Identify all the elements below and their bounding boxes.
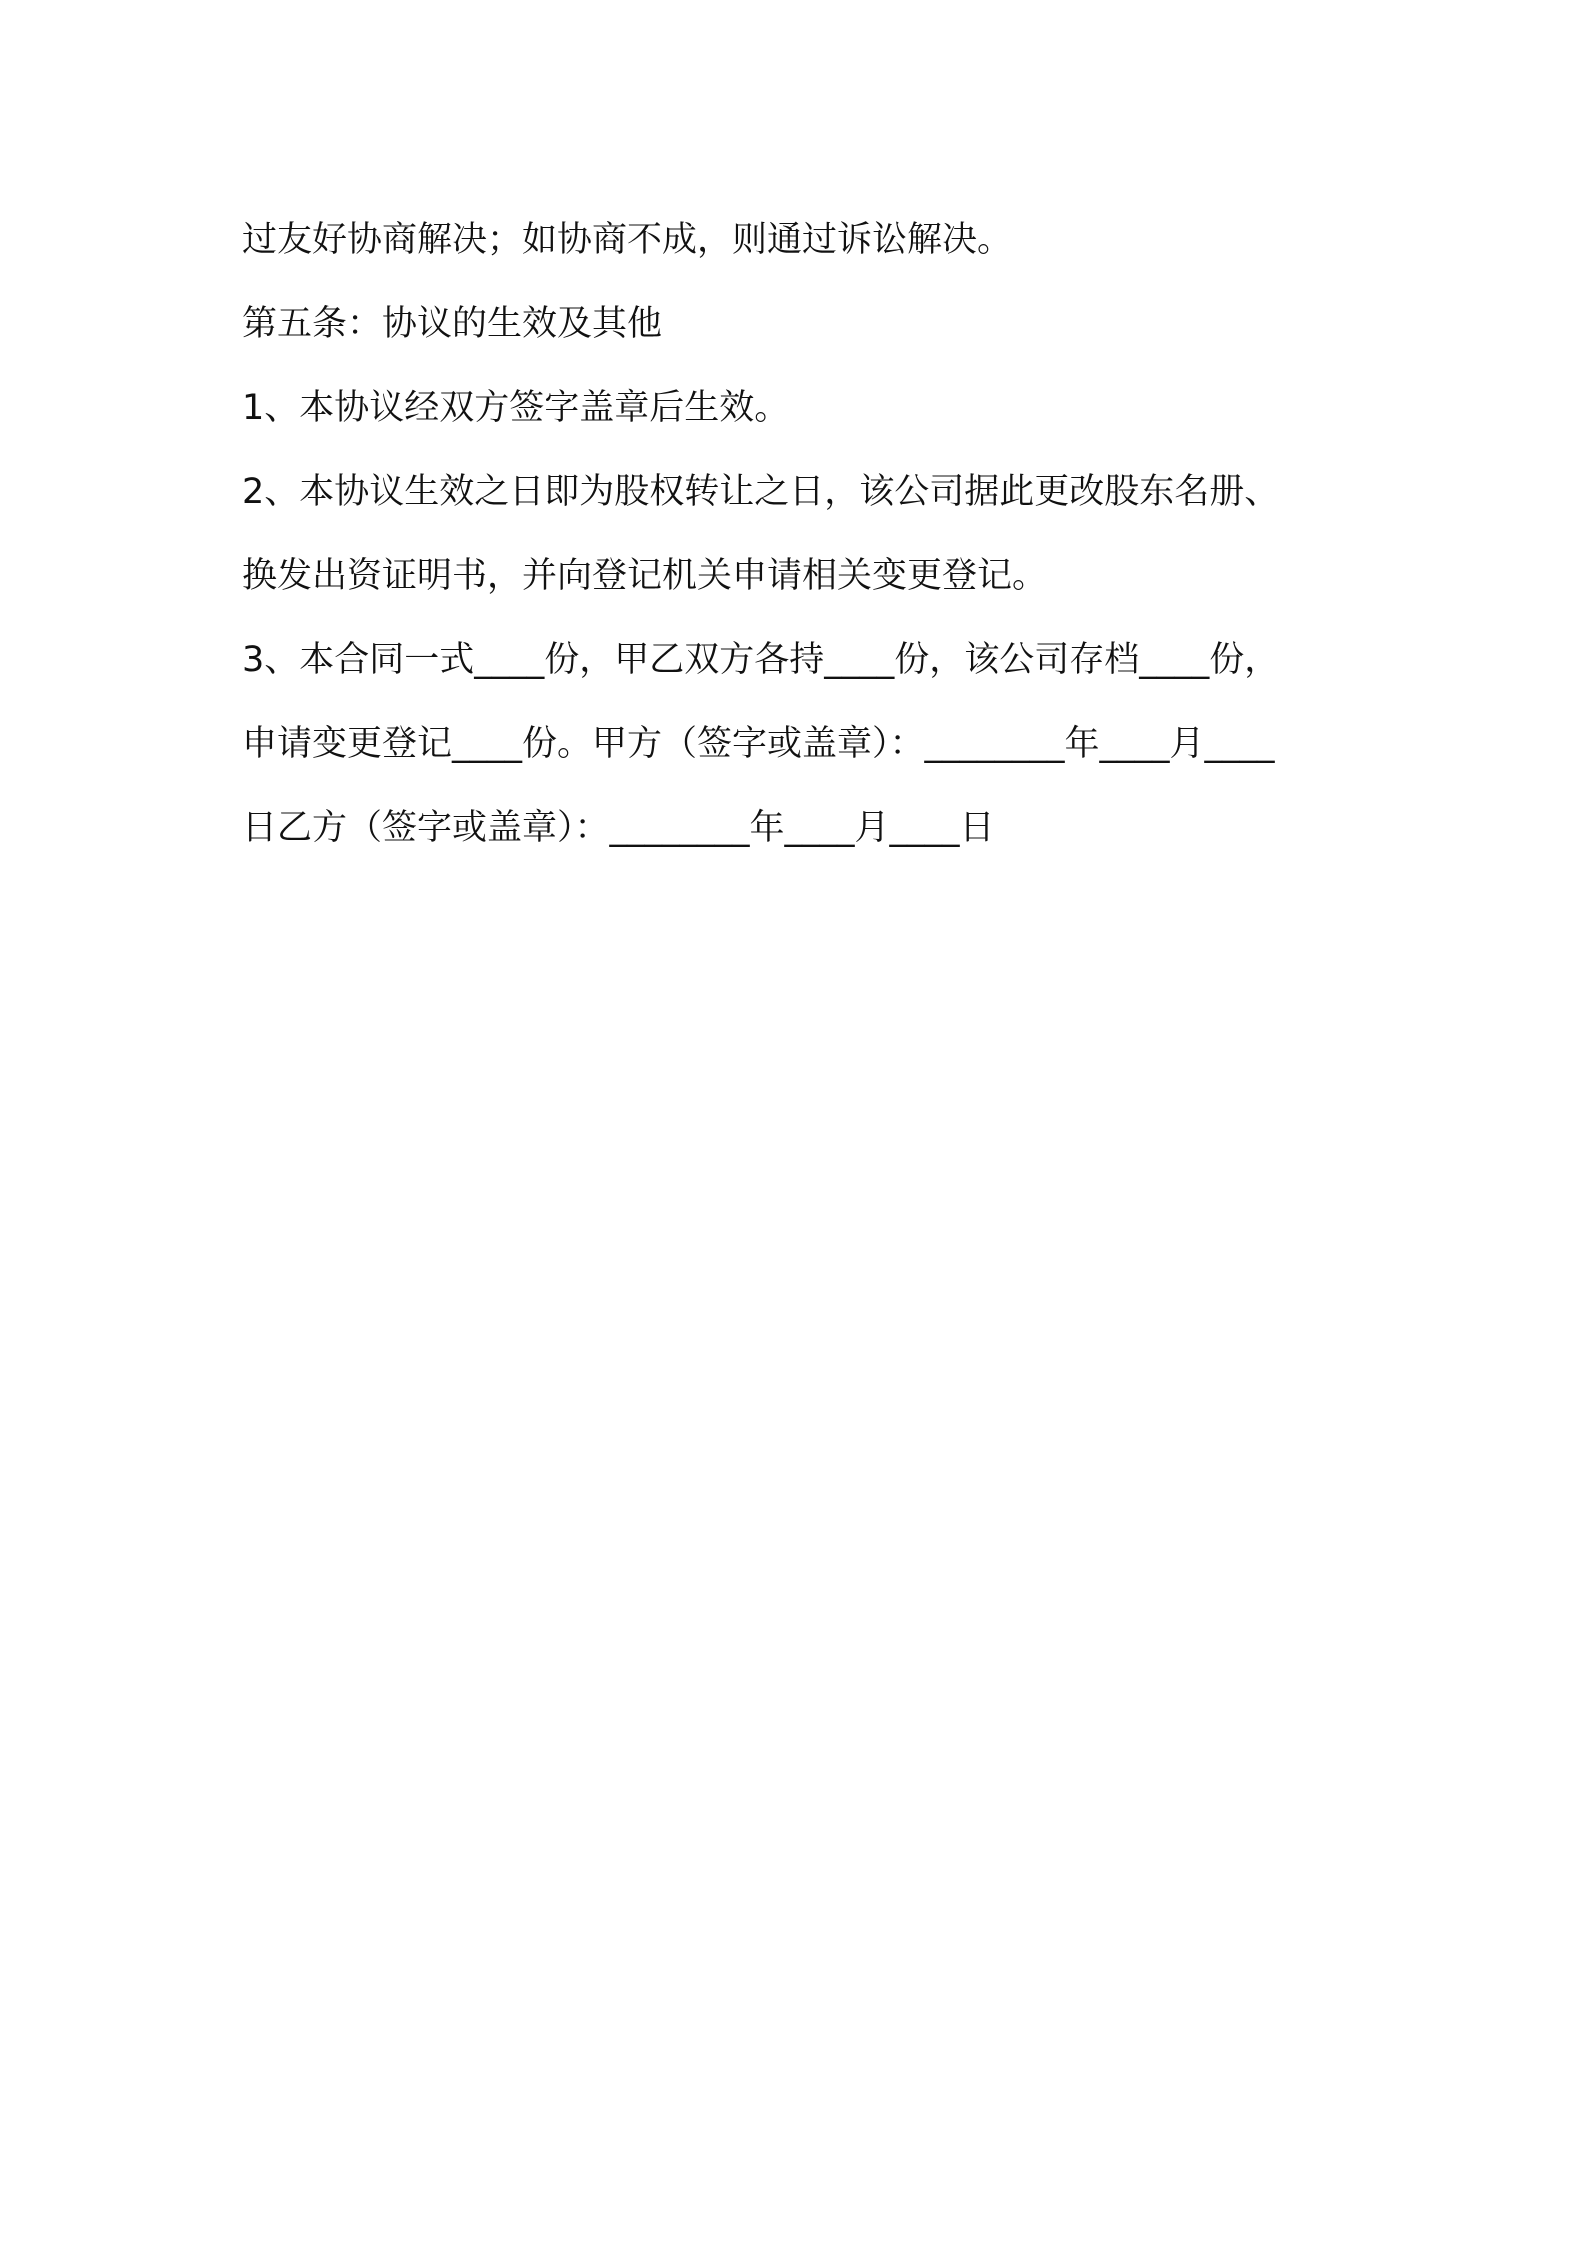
clause-3-line-2-party-a-signature: 申请变更登记____份。甲方（签字或盖章）：________年____月____ (242, 724, 1275, 764)
document-body (242, 198, 1372, 870)
clause-2-line-2: 换发出资证明书，并向登记机关申请相关变更登记。 (242, 556, 1048, 596)
clause-1: 1、本协议经双方签字盖章后生效。 (242, 388, 790, 428)
article-five-heading: 第五条：协议的生效及其他 (242, 304, 663, 344)
party-b-signature-line: 日乙方（签字或盖章）：________年____月____日 (242, 808, 995, 848)
text-line-dispute-resolution: 过友好协商解决；如协商不成，则通过诉讼解决。 (242, 220, 1013, 260)
clause-3-line-1: 3、本合同一式____份，甲乙双方各持____份，该公司存档____份， (242, 640, 1280, 680)
clause-2-line-1: 2、本协议生效之日即为股权转让之日，该公司据此更改股东名册、 (242, 472, 1280, 512)
